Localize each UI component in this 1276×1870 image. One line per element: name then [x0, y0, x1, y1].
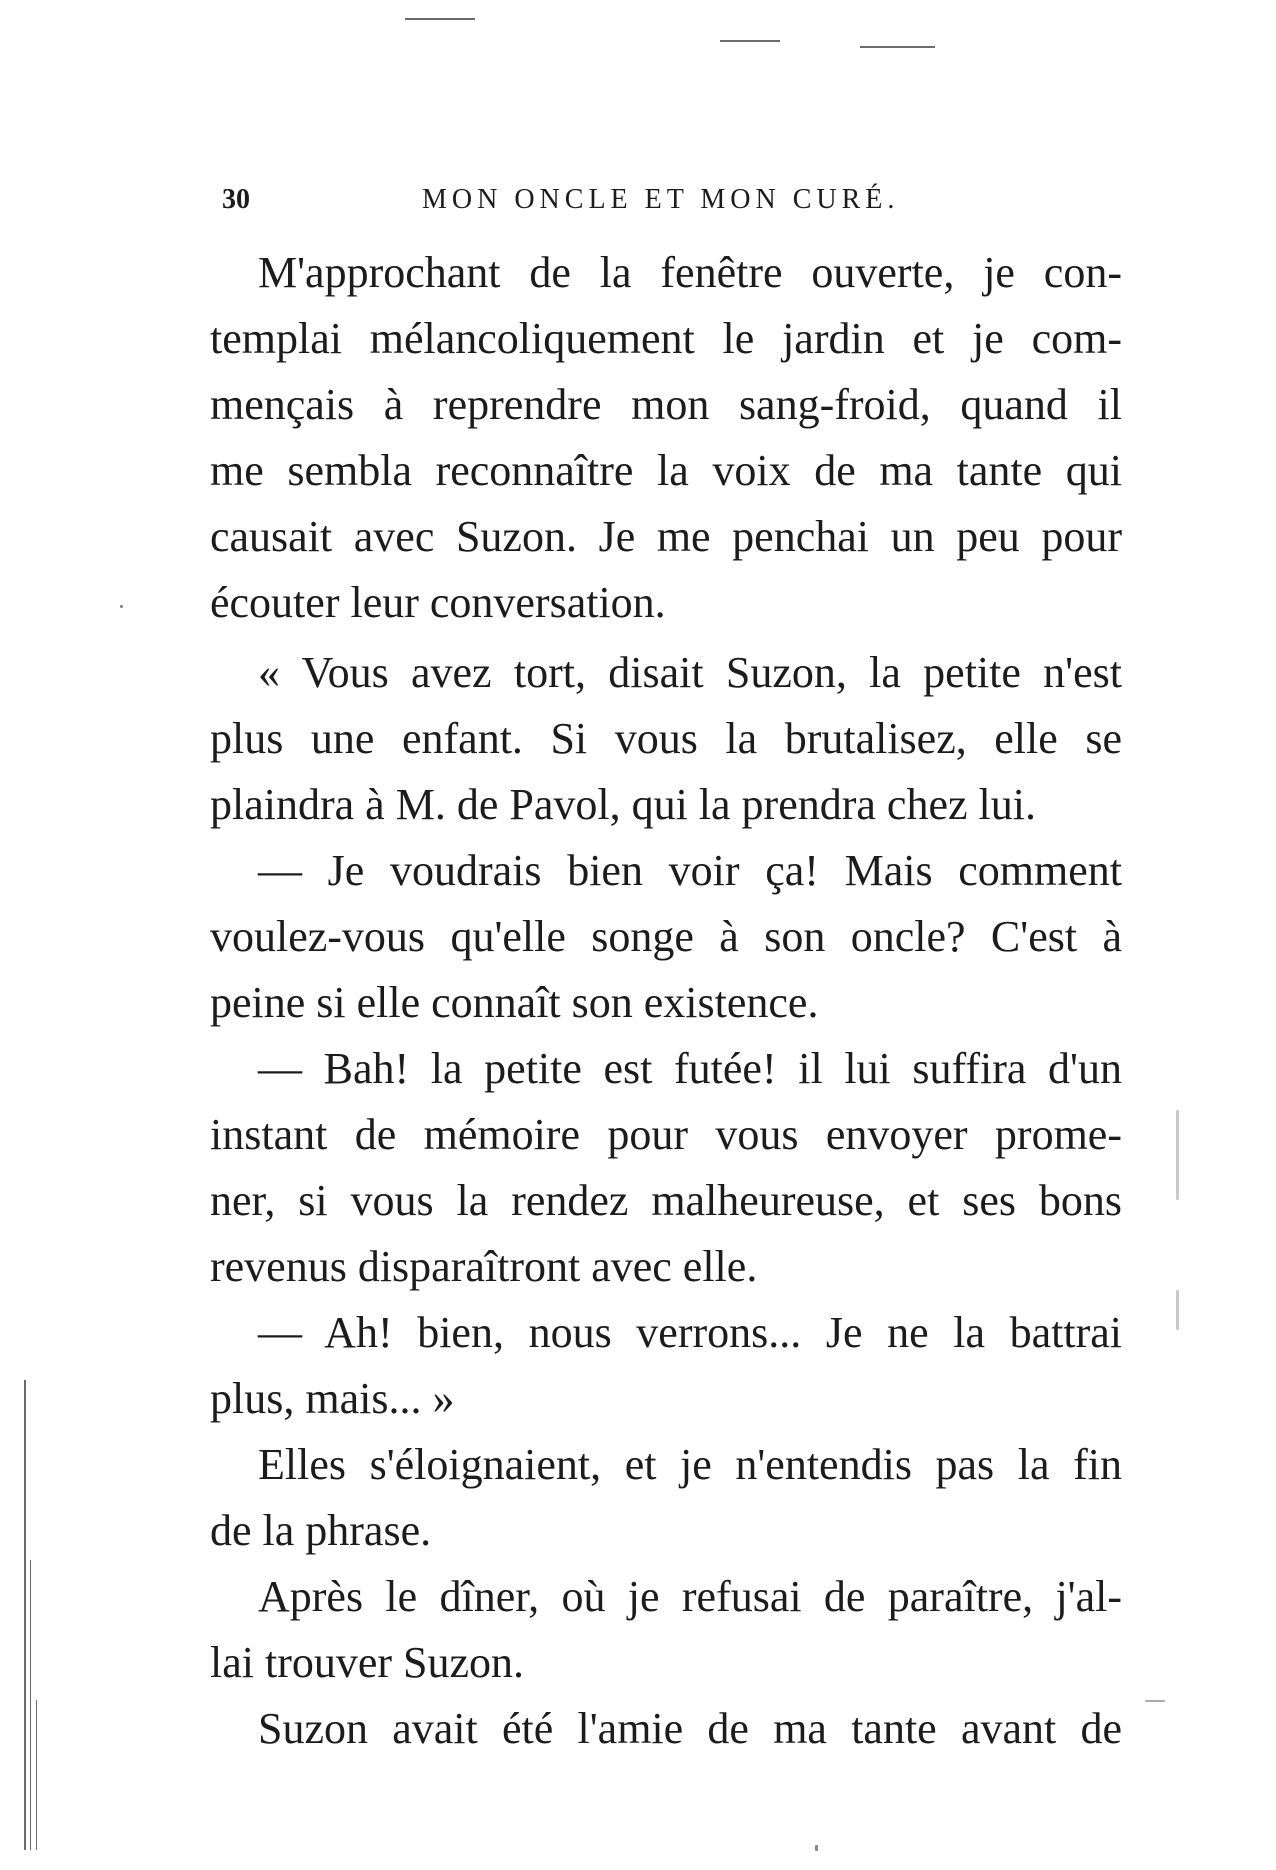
paragraph: [210, 1432, 1122, 1564]
scan-smudge-top-1: [405, 18, 475, 20]
speck: [120, 605, 123, 608]
text-line: lai trouver Suzon.: [210, 1638, 525, 1687]
binding-edge-line-1: [24, 1380, 26, 1850]
text-line: — Bah! la petite est futée! il lui suffira d'un: [258, 1044, 1122, 1093]
text-line: instant de mémoire pour vous envoyer prome-: [210, 1110, 1122, 1159]
text-line: « Vous avez tort, disait Suzon, la petite n'est: [258, 648, 1122, 697]
binding-edge-line-3: [36, 1700, 37, 1850]
text-line: plus, mais... »: [210, 1374, 455, 1423]
text-line: de la phrase.: [210, 1506, 432, 1555]
text-line: mençais à reprendre mon sang-froid, quand il: [210, 380, 1122, 429]
text-line: — Ah! bien, nous verrons... Je ne la battrai: [258, 1308, 1122, 1357]
text-line: plus une enfant. Si vous la brutalisez, elle se: [210, 714, 1122, 763]
text-line: me sembla reconnaître la voix de ma tante qui: [210, 446, 1122, 495]
text-line: Suzon avait été l'amie de ma tante avant de: [258, 1704, 1122, 1753]
text-line: ner, si vous la rendez malheureuse, et ses bons: [210, 1176, 1122, 1225]
text-line: Après le dîner, où je refusai de paraître, j'al-: [258, 1572, 1122, 1621]
running-header: [218, 180, 960, 220]
text-line: causait avec Suzon. Je me penchai un peu pour: [210, 512, 1122, 561]
paragraph: [210, 640, 1122, 838]
text-line: écouter leur conversation.: [210, 578, 666, 627]
speck: [1176, 1290, 1179, 1330]
text-line: peine si elle connaît son existence.: [210, 978, 819, 1027]
paragraph: [210, 1696, 1122, 1762]
text-line: — Je voudrais bien voir ça! Mais comment: [258, 846, 1122, 895]
binding-edge-line-2: [30, 1560, 31, 1850]
scan-smudge-top-3: [860, 46, 935, 48]
text-line: revenus disparaîtront avec elle.: [210, 1242, 758, 1291]
text-line: templai mélancoliquement le jardin et je com-: [210, 314, 1122, 363]
text-line: voulez-vous qu'elle songe à son oncle? C'est à: [210, 912, 1122, 961]
paragraph: [210, 1036, 1122, 1300]
text-line: Elles s'éloignaient, et je n'entendis pas la fin: [258, 1440, 1122, 1489]
speck: [1145, 1700, 1165, 1702]
text-line: plaindra à M. de Pavol, qui la prendra chez lui.: [210, 780, 1036, 829]
text-line: M'approchant de la fenêtre ouverte, je con-: [258, 248, 1122, 297]
body-text: [210, 240, 1122, 1762]
running-title: MON ONCLE ET MON CURÉ.: [422, 184, 900, 215]
paragraph: [210, 240, 1122, 636]
speck: [1176, 1110, 1179, 1200]
paragraph: [210, 1300, 1122, 1432]
speck: [815, 1845, 818, 1851]
paragraph: [210, 1564, 1122, 1696]
page-number: 30: [222, 184, 250, 215]
scan-smudge-top-2: [720, 40, 780, 42]
paragraph: [210, 838, 1122, 1036]
